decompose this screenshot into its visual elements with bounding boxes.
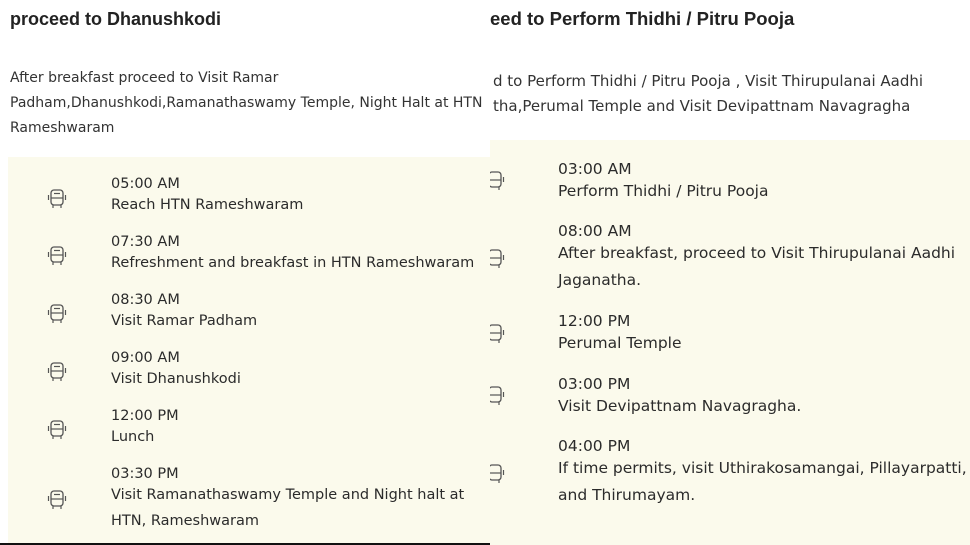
bus-icon xyxy=(46,244,68,268)
day-description: d to Perform Thidhi / Pitru Pooja , Visit Thirupulanai Aadhi tha,Perumal Temple and Visit Devipattnam Navagragha xyxy=(493,72,924,115)
entry-activity: Perform Thidhi / Pitru Pooja xyxy=(558,182,769,200)
entry-activity: After breakfast, proceed to Visit Thirupulanai Aadhi Jaganatha. xyxy=(558,244,956,289)
bus-icon xyxy=(490,169,506,193)
entry-activity: Reach HTN Rameshwaram xyxy=(111,197,304,213)
entry-time: 03:00 PM xyxy=(558,375,631,393)
bus-icon xyxy=(490,462,506,486)
entry-time: 07:30 AM xyxy=(111,234,180,250)
entry-time: 04:00 PM xyxy=(558,437,631,455)
timeline-entry xyxy=(558,222,968,294)
entry-activity: Visit Ramanathaswamy Temple and Night halt at HTN, Rameshwaram xyxy=(111,487,465,529)
day-title: proceed to Dhanushkodi xyxy=(10,9,222,29)
timeline-entry xyxy=(111,350,491,392)
entry-time: 03:30 PM xyxy=(111,466,179,482)
day-title: eed to Perform Thidhi / Pitru Pooja xyxy=(490,8,795,29)
timeline-entry xyxy=(558,437,970,509)
entry-activity: Visit Devipattnam Navagragha. xyxy=(558,397,802,415)
itinerary-day-panel-right xyxy=(490,0,970,545)
bus-icon xyxy=(490,384,506,408)
bus-icon xyxy=(46,360,68,384)
timeline-entry xyxy=(111,176,491,218)
bus-icon xyxy=(46,187,68,211)
timeline-entry xyxy=(111,234,491,276)
bus-icon xyxy=(46,488,68,512)
entry-time: 12:00 PM xyxy=(558,312,631,330)
entry-time: 08:30 AM xyxy=(111,292,180,308)
entry-time: 05:00 AM xyxy=(111,176,180,192)
bus-icon xyxy=(490,247,506,271)
bus-icon xyxy=(490,322,506,346)
timeline-entry xyxy=(111,408,491,450)
timeline-entry xyxy=(111,466,496,534)
entry-activity: If time permits, visit Uthirakosamangai, Pillayarpatti, and Thirumayam. xyxy=(558,459,967,504)
entry-activity: Visit Dhanushkodi xyxy=(111,371,241,387)
entry-time: 09:00 AM xyxy=(111,350,180,366)
timeline-entry xyxy=(558,375,968,419)
day-description: After breakfast proceed to Visit Ramar Padham,Dhanushkodi,Ramanathaswamy Temple, Night Halt at HTN Rameshwaram xyxy=(10,70,483,136)
timeline-entry xyxy=(558,160,968,204)
bus-icon xyxy=(46,302,68,326)
entry-activity: Refreshment and breakfast in HTN Rameshwaram xyxy=(111,255,475,271)
entry-activity: Perumal Temple xyxy=(558,334,682,352)
timeline-entry xyxy=(111,292,491,334)
entry-time: 08:00 AM xyxy=(558,222,632,240)
entry-activity: Visit Ramar Padham xyxy=(111,313,258,329)
timeline-entry xyxy=(558,312,968,356)
entry-time: 03:00 AM xyxy=(558,160,632,178)
bus-icon xyxy=(46,418,68,442)
entry-activity: Lunch xyxy=(111,429,155,445)
entry-time: 12:00 PM xyxy=(111,408,179,424)
